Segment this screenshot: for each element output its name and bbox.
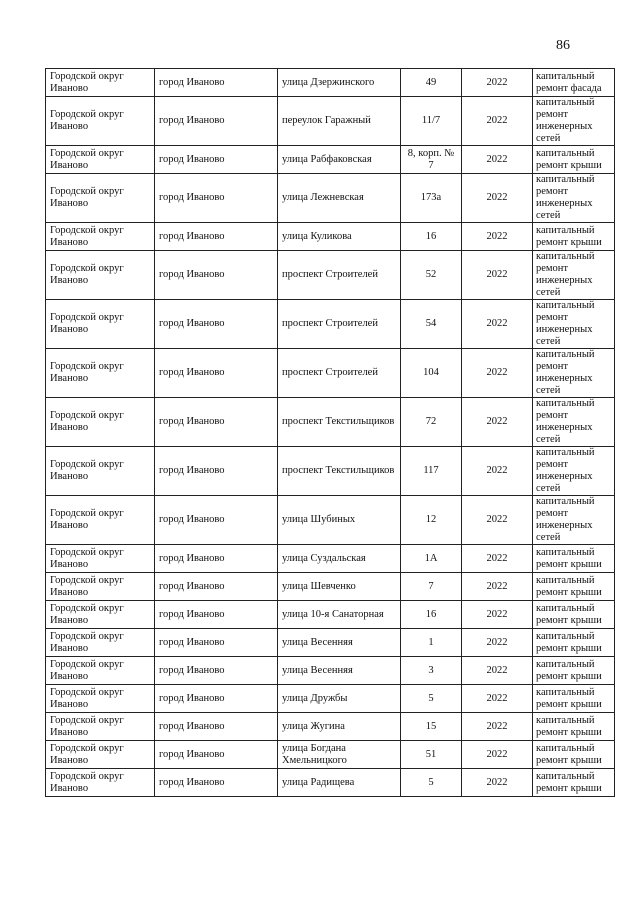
work-type-cell: капитальный ремонт инженерных сетей — [533, 496, 615, 545]
house-number-cell: 173а — [401, 174, 462, 223]
street-cell: улица Шубиных — [278, 496, 401, 545]
city-cell: город Иваново — [155, 685, 278, 713]
street-cell: улица Весенняя — [278, 629, 401, 657]
house-number-cell: 52 — [401, 251, 462, 300]
year-cell: 2022 — [462, 174, 533, 223]
table-row — [46, 69, 615, 97]
year-cell: 2022 — [462, 601, 533, 629]
district-cell: Городской округ Иваново — [46, 685, 155, 713]
street-cell: переулок Гаражный — [278, 97, 401, 146]
district-cell: Городской округ Иваново — [46, 447, 155, 496]
table-row — [46, 573, 615, 601]
street-cell: улица Куликова — [278, 223, 401, 251]
work-type-cell: капитальный ремонт инженерных сетей — [533, 349, 615, 398]
street-cell: проспект Текстильщиков — [278, 398, 401, 447]
street-cell: проспект Строителей — [278, 300, 401, 349]
table-row — [46, 97, 615, 146]
street-cell: проспект Строителей — [278, 251, 401, 300]
house-number-cell: 12 — [401, 496, 462, 545]
work-type-cell: капитальный ремонт инженерных сетей — [533, 300, 615, 349]
street-cell: улица Лежневская — [278, 174, 401, 223]
house-number-cell: 15 — [401, 713, 462, 741]
city-cell: город Иваново — [155, 447, 278, 496]
street-cell: улица Дзержинского — [278, 69, 401, 97]
table-row — [46, 398, 615, 447]
street-cell: улица Богдана Хмельницкого — [278, 741, 401, 769]
work-type-cell: капитальный ремонт крыши — [533, 223, 615, 251]
district-cell: Городской округ Иваново — [46, 573, 155, 601]
street-cell: улица Радищева — [278, 769, 401, 797]
table-row — [46, 601, 615, 629]
house-number-cell: 11/7 — [401, 97, 462, 146]
house-number-cell: 54 — [401, 300, 462, 349]
year-cell: 2022 — [462, 573, 533, 601]
house-number-cell: 16 — [401, 601, 462, 629]
house-number-cell: 51 — [401, 741, 462, 769]
table-row — [46, 713, 615, 741]
district-cell: Городской округ Иваново — [46, 300, 155, 349]
year-cell: 2022 — [462, 741, 533, 769]
table-row — [46, 629, 615, 657]
table-row — [46, 496, 615, 545]
street-cell: улица Дружбы — [278, 685, 401, 713]
year-cell: 2022 — [462, 769, 533, 797]
house-number-cell: 117 — [401, 447, 462, 496]
district-cell: Городской округ Иваново — [46, 496, 155, 545]
street-cell: улица Весенняя — [278, 657, 401, 685]
table-row — [46, 741, 615, 769]
table-row — [46, 251, 615, 300]
city-cell: город Иваново — [155, 545, 278, 573]
house-number-cell: 5 — [401, 685, 462, 713]
work-type-cell: капитальный ремонт крыши — [533, 657, 615, 685]
district-cell: Городской округ Иваново — [46, 146, 155, 174]
house-number-cell: 72 — [401, 398, 462, 447]
district-cell: Городской округ Иваново — [46, 769, 155, 797]
district-cell: Городской округ Иваново — [46, 601, 155, 629]
house-number-cell: 5 — [401, 769, 462, 797]
district-cell: Городской округ Иваново — [46, 251, 155, 300]
city-cell: город Иваново — [155, 629, 278, 657]
district-cell: Городской округ Иваново — [46, 657, 155, 685]
house-number-cell: 1А — [401, 545, 462, 573]
house-number-cell: 104 — [401, 349, 462, 398]
city-cell: город Иваново — [155, 251, 278, 300]
district-cell: Городской округ Иваново — [46, 545, 155, 573]
table-row — [46, 146, 615, 174]
district-cell: Городской округ Иваново — [46, 713, 155, 741]
district-cell: Городской округ Иваново — [46, 398, 155, 447]
table-row — [46, 685, 615, 713]
year-cell: 2022 — [462, 629, 533, 657]
street-cell: проспект Текстильщиков — [278, 447, 401, 496]
city-cell: город Иваново — [155, 349, 278, 398]
city-cell: город Иваново — [155, 146, 278, 174]
table-row — [46, 349, 615, 398]
year-cell: 2022 — [462, 496, 533, 545]
city-cell: город Иваново — [155, 398, 278, 447]
street-cell: проспект Строителей — [278, 349, 401, 398]
year-cell: 2022 — [462, 223, 533, 251]
year-cell: 2022 — [462, 300, 533, 349]
street-cell: улица Суздальская — [278, 545, 401, 573]
work-type-cell: капитальный ремонт фасада — [533, 69, 615, 97]
work-type-cell: капитальный ремонт крыши — [533, 769, 615, 797]
work-type-cell: капитальный ремонт крыши — [533, 601, 615, 629]
city-cell: город Иваново — [155, 174, 278, 223]
street-cell: улица Жугина — [278, 713, 401, 741]
table-row — [46, 174, 615, 223]
work-type-cell: капитальный ремонт инженерных сетей — [533, 174, 615, 223]
street-cell: улица Шевченко — [278, 573, 401, 601]
year-cell: 2022 — [462, 545, 533, 573]
table-row — [46, 300, 615, 349]
district-cell: Городской округ Иваново — [46, 741, 155, 769]
table-row — [46, 447, 615, 496]
city-cell: город Иваново — [155, 713, 278, 741]
year-cell: 2022 — [462, 713, 533, 741]
year-cell: 2022 — [462, 657, 533, 685]
house-number-cell: 7 — [401, 573, 462, 601]
house-number-cell: 49 — [401, 69, 462, 97]
house-number-cell: 8, корп. № 7 — [401, 146, 462, 174]
work-type-cell: капитальный ремонт крыши — [533, 573, 615, 601]
city-cell: город Иваново — [155, 300, 278, 349]
table-row — [46, 223, 615, 251]
work-type-cell: капитальный ремонт инженерных сетей — [533, 447, 615, 496]
year-cell: 2022 — [462, 685, 533, 713]
city-cell: город Иваново — [155, 573, 278, 601]
year-cell: 2022 — [462, 447, 533, 496]
work-type-cell: капитальный ремонт крыши — [533, 741, 615, 769]
work-type-cell: капитальный ремонт крыши — [533, 713, 615, 741]
district-cell: Городской округ Иваново — [46, 629, 155, 657]
city-cell: город Иваново — [155, 97, 278, 146]
city-cell: город Иваново — [155, 601, 278, 629]
work-type-cell: капитальный ремонт инженерных сетей — [533, 398, 615, 447]
street-cell: улица Рабфаковская — [278, 146, 401, 174]
street-cell: улица 10-я Санаторная — [278, 601, 401, 629]
year-cell: 2022 — [462, 97, 533, 146]
year-cell: 2022 — [462, 349, 533, 398]
city-cell: город Иваново — [155, 657, 278, 685]
district-cell: Городской округ Иваново — [46, 69, 155, 97]
city-cell: город Иваново — [155, 496, 278, 545]
table-row — [46, 657, 615, 685]
house-number-cell: 1 — [401, 629, 462, 657]
city-cell: город Иваново — [155, 69, 278, 97]
repair-schedule-table — [45, 68, 615, 797]
district-cell: Городской округ Иваново — [46, 349, 155, 398]
work-type-cell: капитальный ремонт инженерных сетей — [533, 97, 615, 146]
district-cell: Городской округ Иваново — [46, 97, 155, 146]
city-cell: город Иваново — [155, 769, 278, 797]
work-type-cell: капитальный ремонт крыши — [533, 685, 615, 713]
table-row — [46, 769, 615, 797]
table-row — [46, 545, 615, 573]
year-cell: 2022 — [462, 398, 533, 447]
year-cell: 2022 — [462, 146, 533, 174]
year-cell: 2022 — [462, 69, 533, 97]
year-cell: 2022 — [462, 251, 533, 300]
work-type-cell: капитальный ремонт инженерных сетей — [533, 251, 615, 300]
house-number-cell: 3 — [401, 657, 462, 685]
city-cell: город Иваново — [155, 741, 278, 769]
city-cell: город Иваново — [155, 223, 278, 251]
district-cell: Городской округ Иваново — [46, 174, 155, 223]
page-number: 86 — [556, 38, 570, 53]
house-number-cell: 16 — [401, 223, 462, 251]
district-cell: Городской округ Иваново — [46, 223, 155, 251]
work-type-cell: капитальный ремонт крыши — [533, 545, 615, 573]
work-type-cell: капитальный ремонт крыши — [533, 629, 615, 657]
work-type-cell: капитальный ремонт крыши — [533, 146, 615, 174]
